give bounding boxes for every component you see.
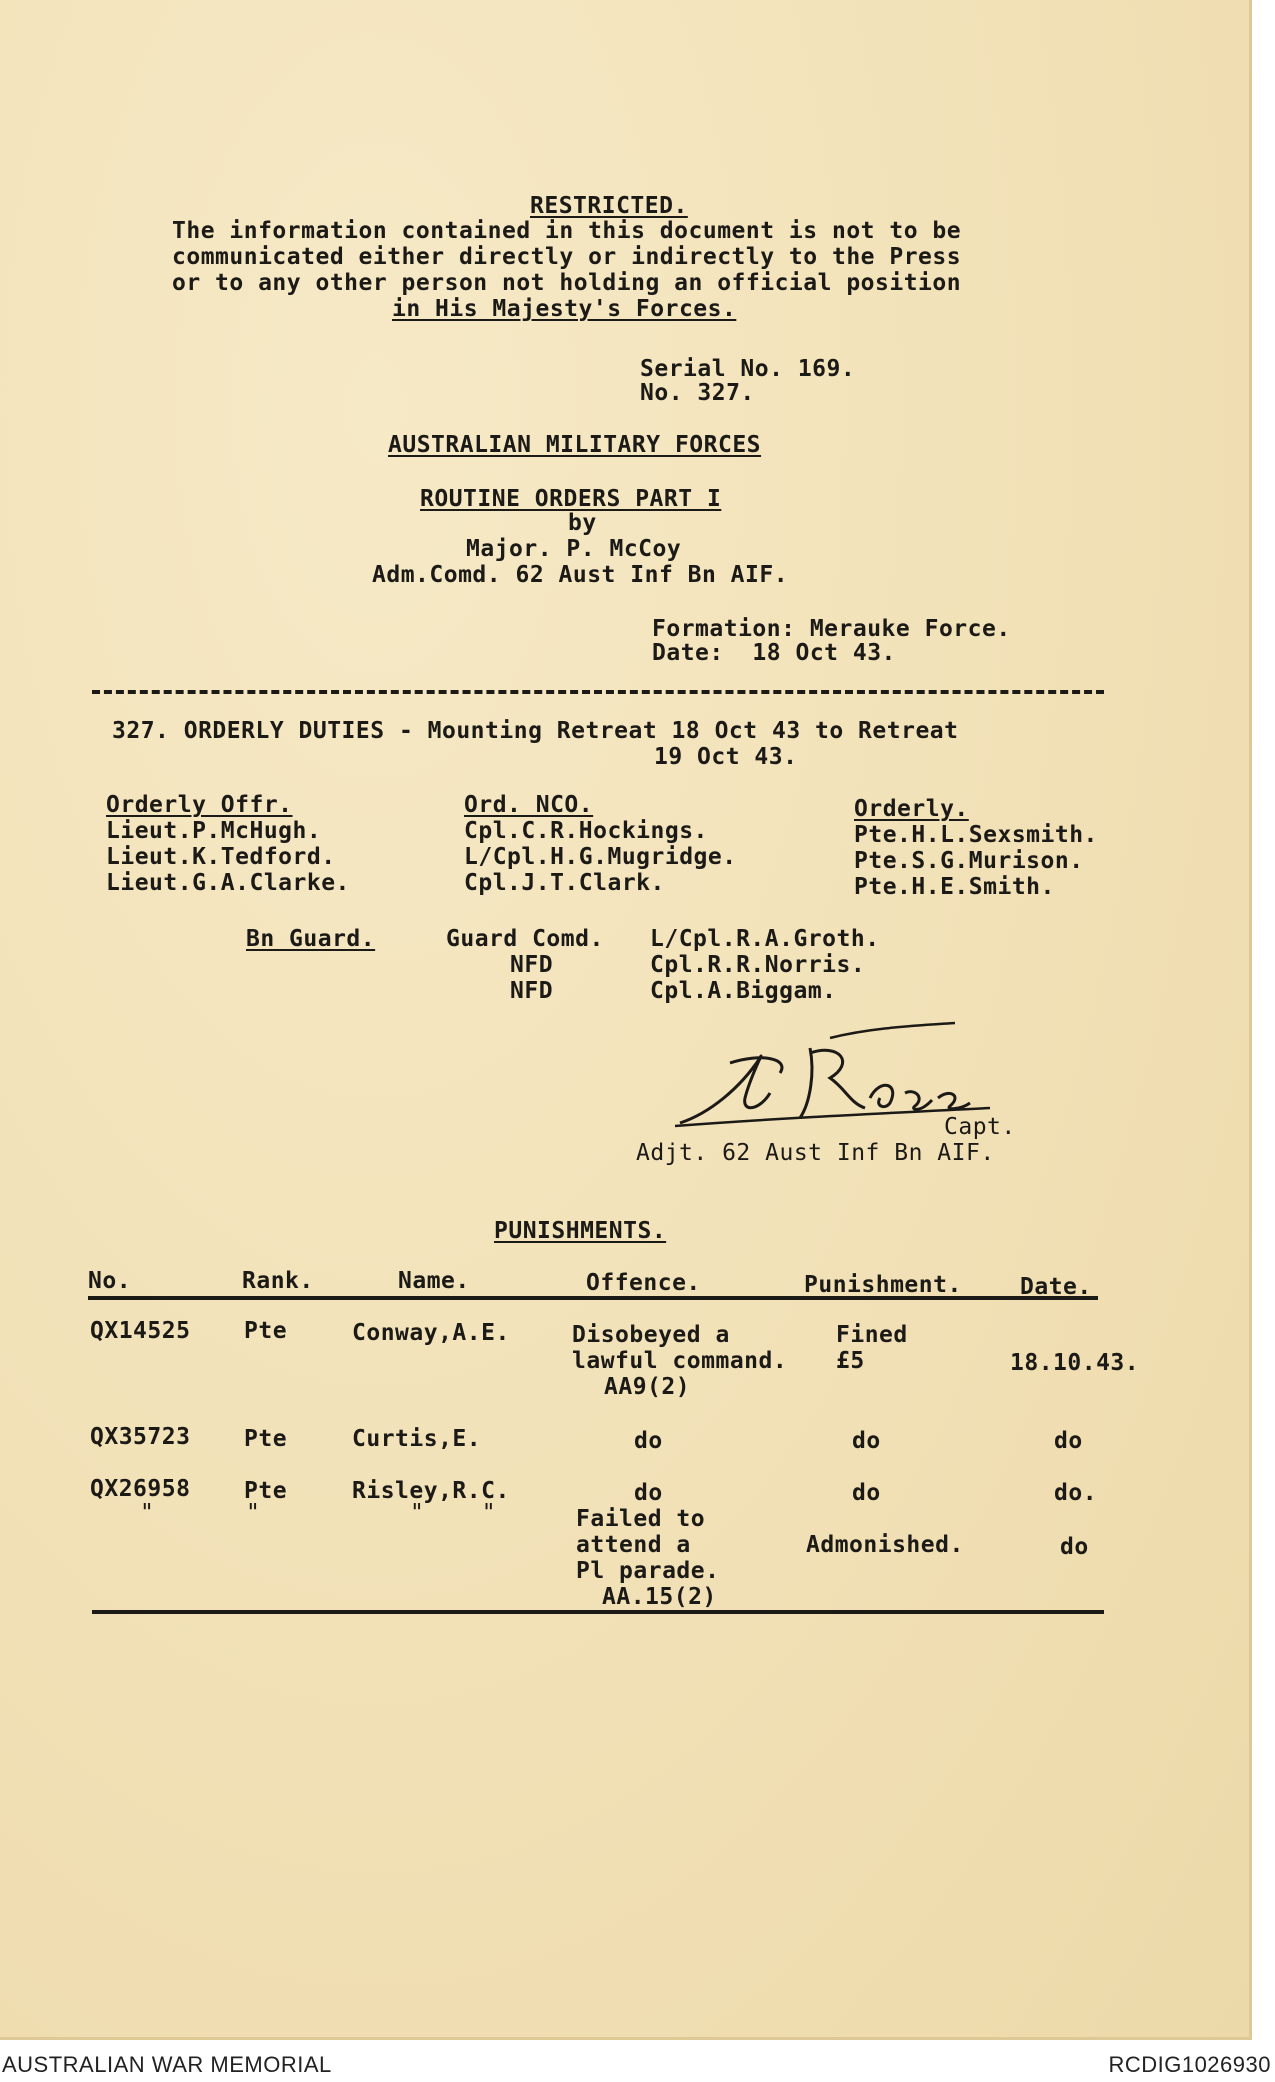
duties-line-2: 19 Oct 43. bbox=[654, 744, 798, 770]
separator-rule bbox=[92, 690, 1104, 694]
row4-offence-1: Failed to bbox=[576, 1506, 706, 1532]
row4-name: " " bbox=[410, 1500, 497, 1526]
guard-name-2: Cpl.R.R.Norris. bbox=[650, 952, 866, 978]
orderly-nco-1: Cpl.C.R.Hockings. bbox=[464, 818, 708, 844]
orderly-3: Pte.H.E.Smith. bbox=[854, 874, 1055, 900]
row2-punishment: do bbox=[852, 1428, 881, 1454]
guard-role-1: Guard Comd. bbox=[446, 926, 604, 952]
row3-date: do. bbox=[1054, 1480, 1098, 1506]
row4-no: " bbox=[140, 1500, 155, 1526]
row1-date: 18.10.43. bbox=[1010, 1350, 1140, 1376]
col-header-offence: Offence. bbox=[586, 1270, 701, 1296]
notice-line-4: in His Majesty's Forces. bbox=[392, 296, 737, 322]
orders-title: ROUTINE ORDERS PART I bbox=[420, 486, 722, 512]
row1-offence-3: AA9(2) bbox=[604, 1374, 691, 1400]
col-header-name: Name. bbox=[398, 1268, 470, 1294]
punishments-heading: PUNISHMENTS. bbox=[494, 1218, 667, 1244]
row1-name: Conway,A.E. bbox=[352, 1320, 510, 1346]
guard-role-2: NFD bbox=[510, 952, 554, 978]
row3-name: Risley,R.C. bbox=[352, 1478, 510, 1504]
row4-date: do bbox=[1060, 1534, 1089, 1560]
col-header-date: Date. bbox=[1020, 1274, 1092, 1300]
restricted-heading: RESTRICTED. bbox=[530, 193, 688, 219]
duties-line-1: 327. ORDERLY DUTIES - Mounting Retreat 18 Oct 43 to Retreat bbox=[112, 718, 959, 744]
footer-archive-name: AUSTRALIAN WAR MEMORIAL bbox=[2, 2052, 332, 2077]
row2-no: QX35723 bbox=[90, 1424, 191, 1450]
col-header-rank: Rank. bbox=[242, 1268, 314, 1294]
header-underline bbox=[88, 1296, 1098, 1300]
col-header-punishment: Punishment. bbox=[804, 1272, 962, 1298]
row2-date: do bbox=[1054, 1428, 1083, 1454]
orderly-2: Pte.S.G.Murison. bbox=[854, 848, 1084, 874]
serial-number: Serial No. 169. bbox=[640, 356, 856, 382]
orderly-heading: Orderly. bbox=[854, 796, 969, 822]
notice-line-1: The information contained in this document is not to be bbox=[172, 218, 962, 244]
row1-rank: Pte bbox=[244, 1318, 288, 1344]
row2-offence: do bbox=[634, 1428, 663, 1454]
orderly-nco-2: L/Cpl.H.G.Mugridge. bbox=[464, 844, 737, 870]
orderly-officer-2: Lieut.K.Tedford. bbox=[106, 844, 336, 870]
notice-line-3: or to any other person not holding an official position bbox=[172, 270, 962, 296]
row3-offence: do bbox=[634, 1480, 663, 1506]
order-number: No. 327. bbox=[640, 380, 755, 406]
orderly-nco-heading: Ord. NCO. bbox=[464, 792, 594, 818]
row4-offence-3: Pl parade. bbox=[576, 1558, 720, 1584]
row2-name: Curtis,E. bbox=[352, 1426, 482, 1452]
issuing-officer: Major. P. McCoy bbox=[466, 536, 682, 562]
signatory-appointment: Adjt. 62 Aust Inf Bn AIF. bbox=[636, 1140, 995, 1166]
row4-rank: " bbox=[246, 1500, 261, 1526]
orderly-officer-1: Lieut.P.McHugh. bbox=[106, 818, 322, 844]
notice-line-2: communicated either directly or indirectly to the Press bbox=[172, 244, 962, 270]
issuing-command: Adm.Comd. 62 Aust Inf Bn AIF. bbox=[372, 562, 789, 588]
row3-rank: Pte bbox=[244, 1478, 288, 1504]
row3-punishment: do bbox=[852, 1480, 881, 1506]
orderly-officer-3: Lieut.G.A.Clarke. bbox=[106, 870, 350, 896]
row3-no: QX26958 bbox=[90, 1476, 191, 1502]
row1-offence-2: lawful command. bbox=[572, 1348, 788, 1374]
signatory-rank: Capt. bbox=[944, 1114, 1016, 1140]
orderly-nco-3: Cpl.J.T.Clark. bbox=[464, 870, 665, 896]
formation: Formation: Merauke Force. bbox=[652, 616, 1011, 642]
row1-offence-1: Disobeyed a bbox=[572, 1322, 730, 1348]
force-heading: AUSTRALIAN MILITARY FORCES bbox=[388, 432, 762, 458]
table-bottom-rule bbox=[92, 1610, 1104, 1614]
row4-offence-4: AA.15(2) bbox=[602, 1584, 717, 1610]
row1-punishment-1: Fined bbox=[836, 1322, 908, 1348]
guard-name-1: L/Cpl.R.A.Groth. bbox=[650, 926, 880, 952]
orderly-1: Pte.H.L.Sexsmith. bbox=[854, 822, 1098, 848]
row2-rank: Pte bbox=[244, 1426, 288, 1452]
footer-record-id: RCDIG1026930 bbox=[1108, 2052, 1271, 2077]
by-text: by bbox=[568, 510, 597, 536]
order-date: Date: 18 Oct 43. bbox=[652, 640, 896, 666]
row1-no: QX14525 bbox=[90, 1318, 191, 1344]
orderly-officer-heading: Orderly Offr. bbox=[106, 792, 293, 818]
bn-guard-label: Bn Guard. bbox=[246, 926, 376, 952]
row4-punishment: Admonished. bbox=[806, 1532, 964, 1558]
row1-punishment-2: £5 bbox=[836, 1348, 865, 1374]
guard-role-3: NFD bbox=[510, 978, 554, 1004]
row4-offence-2: attend a bbox=[576, 1532, 691, 1558]
guard-name-3: Cpl.A.Biggam. bbox=[650, 978, 837, 1004]
col-header-no: No. bbox=[88, 1268, 132, 1294]
